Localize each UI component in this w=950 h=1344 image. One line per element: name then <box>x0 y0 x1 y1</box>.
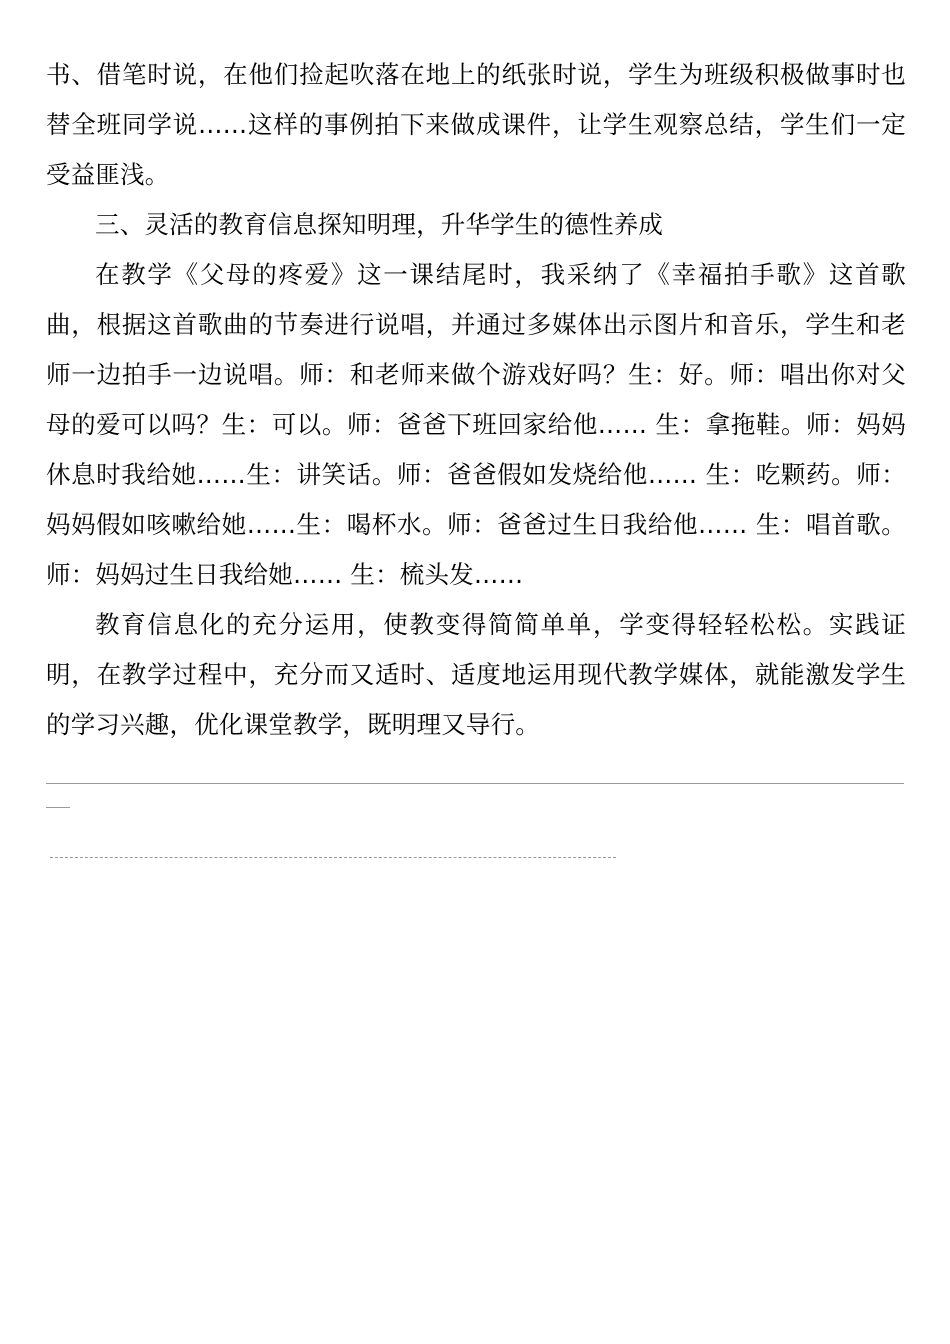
section-heading: 三、灵活的教育信息探知明理，升华学生的德性养成 <box>95 210 664 239</box>
divider-line <box>46 783 904 784</box>
divider-line-tail <box>46 807 70 808</box>
document-body <box>46 50 906 750</box>
paragraph-classroom-dialogue: 在教学《父母的疼爱》这一课结尾时，我采纳了《幸福拍手歌》这首歌曲，根据这首歌曲的节奏进行说唱，并通过多媒体出示图片和音乐，学生和老师一边拍手一边说唱。师：和老师来做个游戏好吗？生：好。师：唱出你对父母的爱可以吗？生：可以。师：爸爸下班回家给他…… 生：拿拖鞋。师：妈妈休息时我给她……生：讲笑话。师：爸爸假如发烧给他…… 生：吃颗药。师：妈妈假如咳嗽给她……生：喝杯水。师：爸爸过生日我给他…… 生：唱首歌。师：妈妈过生日我给她…… 生：梳头发…… <box>46 260 906 589</box>
paragraph-conclusion: 教育信息化的充分运用，使教变得简简单单，学变得轻轻松松。实践证明，在教学过程中，充分而又适时、适度地运用现代教学媒体，就能激发学生的学习兴趣，优化课堂教学，既明理又导行。 <box>46 610 906 739</box>
footer-divider-line <box>50 857 616 858</box>
paragraph-continuation: 书、借笔时说，在他们捡起吹落在地上的纸张时说，学生为班级积极做事时也替全班同学说……这样的事例拍下来做成课件，让学生观察总结，学生们一定受益匪浅。 <box>46 60 906 189</box>
